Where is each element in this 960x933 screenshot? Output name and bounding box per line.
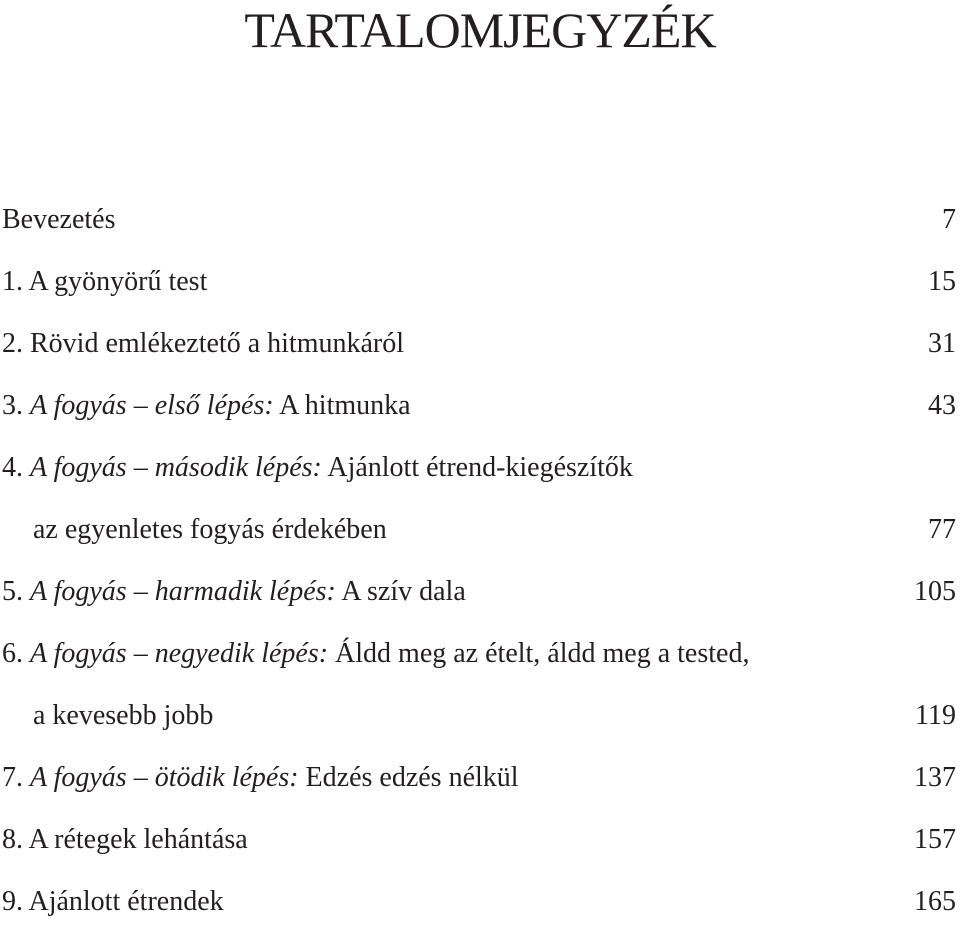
toc-entry-8[interactable] [0,809,960,871]
toc-entry-title: Ajánlott étrend-kiegészítők [321,452,633,483]
toc-page-number: 7 [942,204,956,235]
toc-page-number: 105 [914,576,956,607]
toc-entry-4-continuation[interactable] [0,499,960,561]
page-title: TARTALOMJEGYZÉK [244,2,716,58]
toc-entry-title: A rétegek lehántása [28,824,248,855]
toc-entry-introduction[interactable] [0,189,960,251]
toc-entry-step-label: A fogyás – ötödik lépés: [30,762,299,793]
toc-entry-number: 2. [2,328,30,359]
toc-entry-number: 9. [2,886,29,917]
toc-entry-2[interactable] [0,313,960,375]
toc-entry-title: A szív dala [335,576,466,607]
toc-entry-5[interactable] [0,561,960,623]
toc-entry-title-continuation: az egyenletes fogyás érdekében [33,514,387,545]
toc-page-number: 15 [928,266,956,297]
toc-entry-title: A hitmunka [273,390,411,421]
toc-entry-6-continuation[interactable] [0,685,960,747]
toc-entry-number: 5. [2,576,30,607]
toc-entry-3[interactable] [0,375,960,437]
toc-page-number: 77 [928,514,956,545]
toc-entry-7[interactable] [0,747,960,809]
toc-entry-number: 1. [2,266,29,297]
toc-entry-number: 7. [2,762,30,793]
toc-page-number: 165 [914,886,956,917]
toc-entry-title: Ajánlott étrendek [28,886,224,917]
table-of-contents [0,189,960,933]
toc-entry-number: 3. [2,390,30,421]
toc-entry-step-label: A fogyás – második lépés: [30,452,322,483]
toc-entry-number: 6. [2,638,30,669]
toc-entry-title: Bevezetés [2,204,116,235]
toc-entry-number: 8. [2,824,29,855]
toc-page-number: 119 [915,700,956,731]
toc-entry-title-continuation: a kevesebb jobb [33,700,214,731]
toc-entry-title: A gyönyörű test [28,266,208,297]
toc-entry-4[interactable] [0,437,960,499]
toc-entry-6[interactable] [0,623,960,685]
toc-page-number: 31 [928,328,956,359]
toc-entry-step-label: A fogyás – negyedik lépés: [30,638,329,669]
toc-entry-title: Áldd meg az ételt, áldd meg a tested, [328,638,750,669]
toc-entry-number: 4. [2,452,30,483]
toc-entry-1[interactable] [0,251,960,313]
toc-entry-9[interactable] [0,871,960,933]
toc-entry-title: Rövid emlékeztető a hitmunkáról [30,328,405,359]
toc-page-number: 137 [914,762,956,793]
toc-entry-title: Edzés edzés nélkül [298,762,519,793]
toc-page-number: 43 [928,390,956,421]
toc-page-number: 157 [914,824,956,855]
toc-entry-step-label: A fogyás – harmadik lépés: [30,576,336,607]
toc-entry-step-label: A fogyás – első lépés: [30,390,274,421]
